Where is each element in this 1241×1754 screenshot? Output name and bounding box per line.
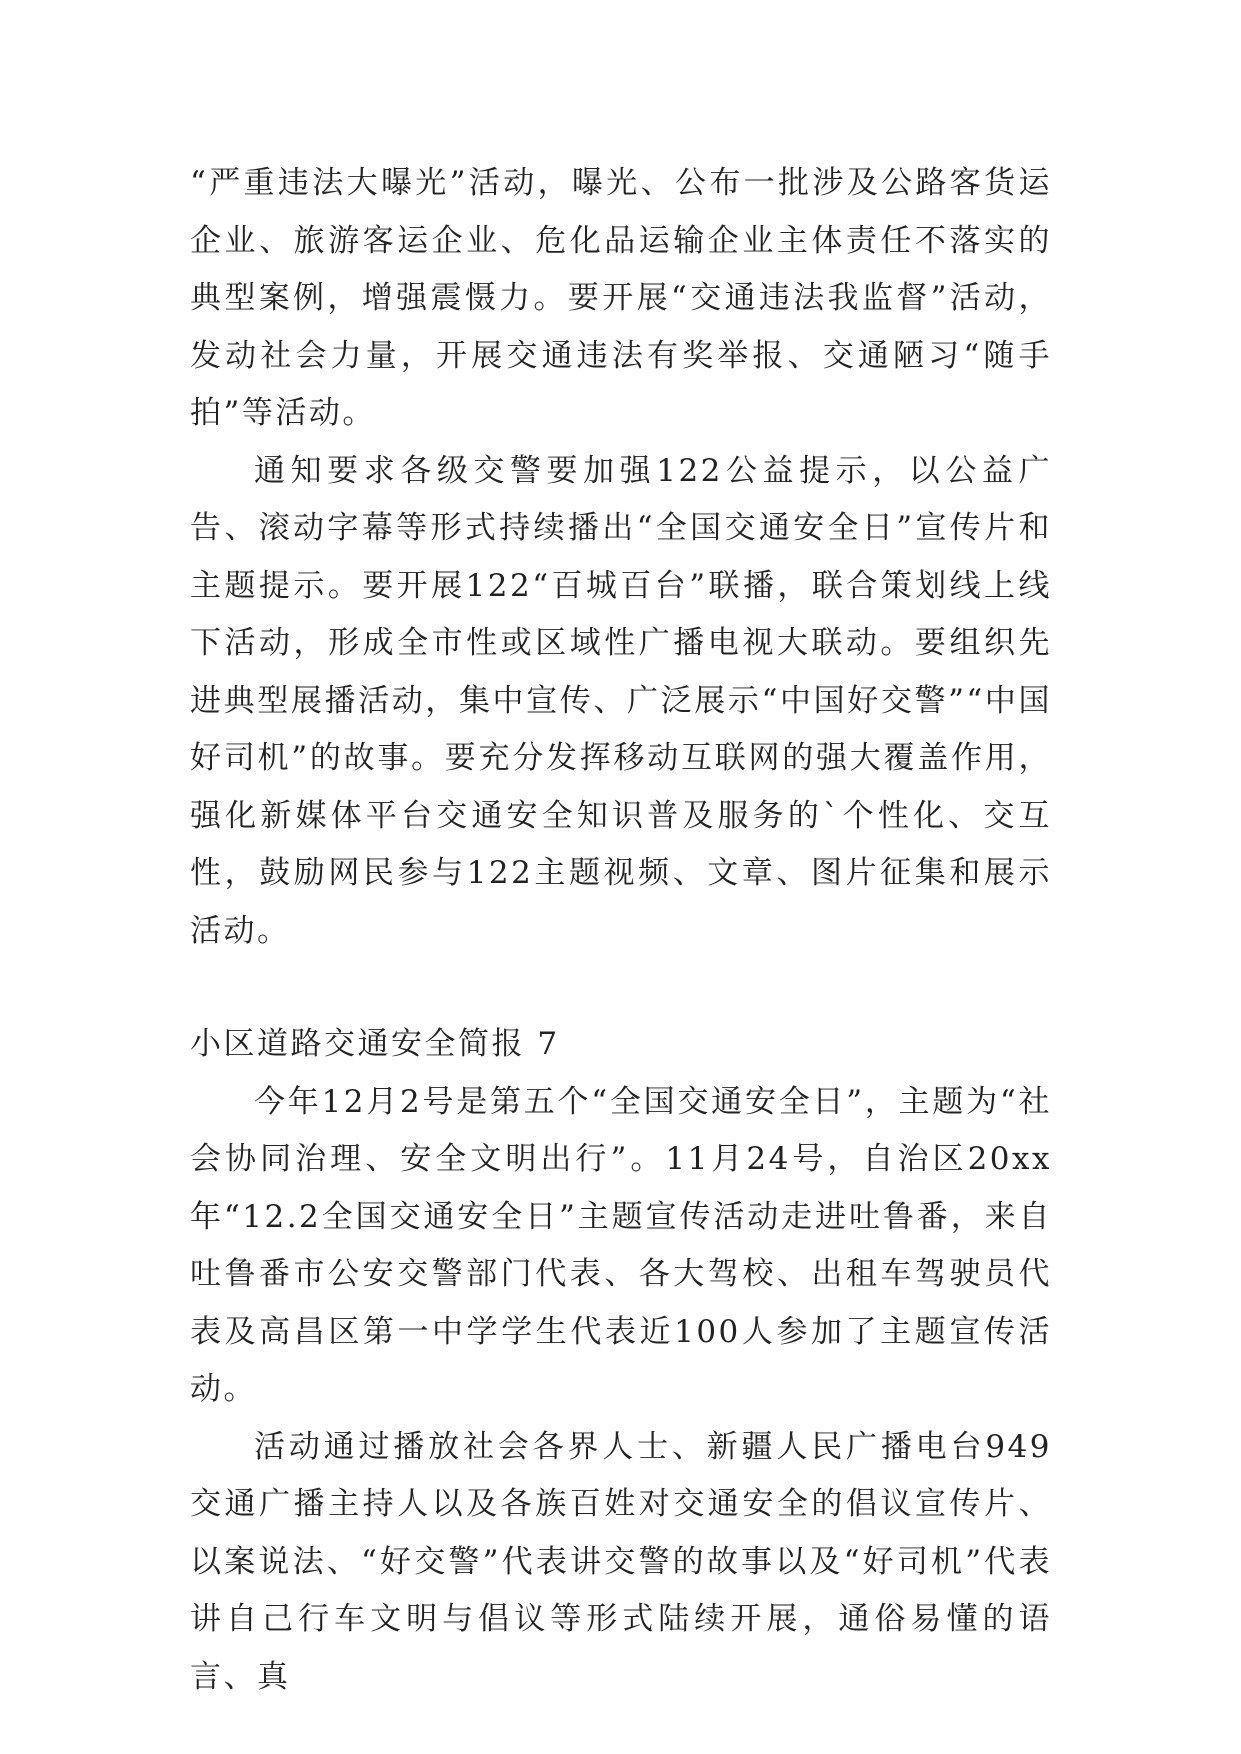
paragraph-safety-day: 今年12月2号是第五个“全国交通安全日”，主题为“社会协同治理、安全文明出行”。11月24号，自治区20xx年“12.2全国交通安全日”主题宣传活动走进吐鲁番，来自吐鲁番市公安交警部门代表、各大驾校、出租车驾驶员代表及高昌区第一中学学生代表近100人参加了主题宣传活动。 (190, 1083, 1052, 1407)
section-title: 小区道路交通安全简报 7 (190, 1026, 560, 1062)
paragraph-122-notice: 通知要求各级交警要加强122公益提示，以公益广告、滚动字幕等形式持续播出“全国交通安全日”宣传片和主题提示。要开展122“百城百台”联播，联合策划线上线下活动，形成全市性或区域性广播电视大联动。要组织先进典型展播活动，集中宣传、广泛展示“中国好交警”“中国好司机”的故事。要充分发挥移动互联网的强大覆盖作用，强化新媒体平台交通安全知识普及服务的`个性化、交互性，鼓励网民参与122主题视频、文章、图片征集和展示活动。 (190, 452, 1052, 949)
paragraph-exposure-campaign: “严重违法大曝光”活动，曝光、公布一批涉及公路客货运企业、旅游客运企业、危化品运输企业主体责任不落实的典型案例，增强震慑力。要开展“交通违法我监督”活动，发动社会力量，开展交通违法有奖举报、交通陋习“随手拍”等活动。 (190, 165, 1052, 431)
document-page (190, 155, 1052, 1706)
paragraph-activity: 活动通过播放社会各界人士、新疆人民广播电台949交通广播主持人以及各族百姓对交通安全的倡议宣传片、以案说法、“好交警”代表讲交警的故事以及“好司机”代表讲自己行车文明与倡议等形式陆续开展，通俗易懂的语言、真 (190, 1428, 1052, 1695)
